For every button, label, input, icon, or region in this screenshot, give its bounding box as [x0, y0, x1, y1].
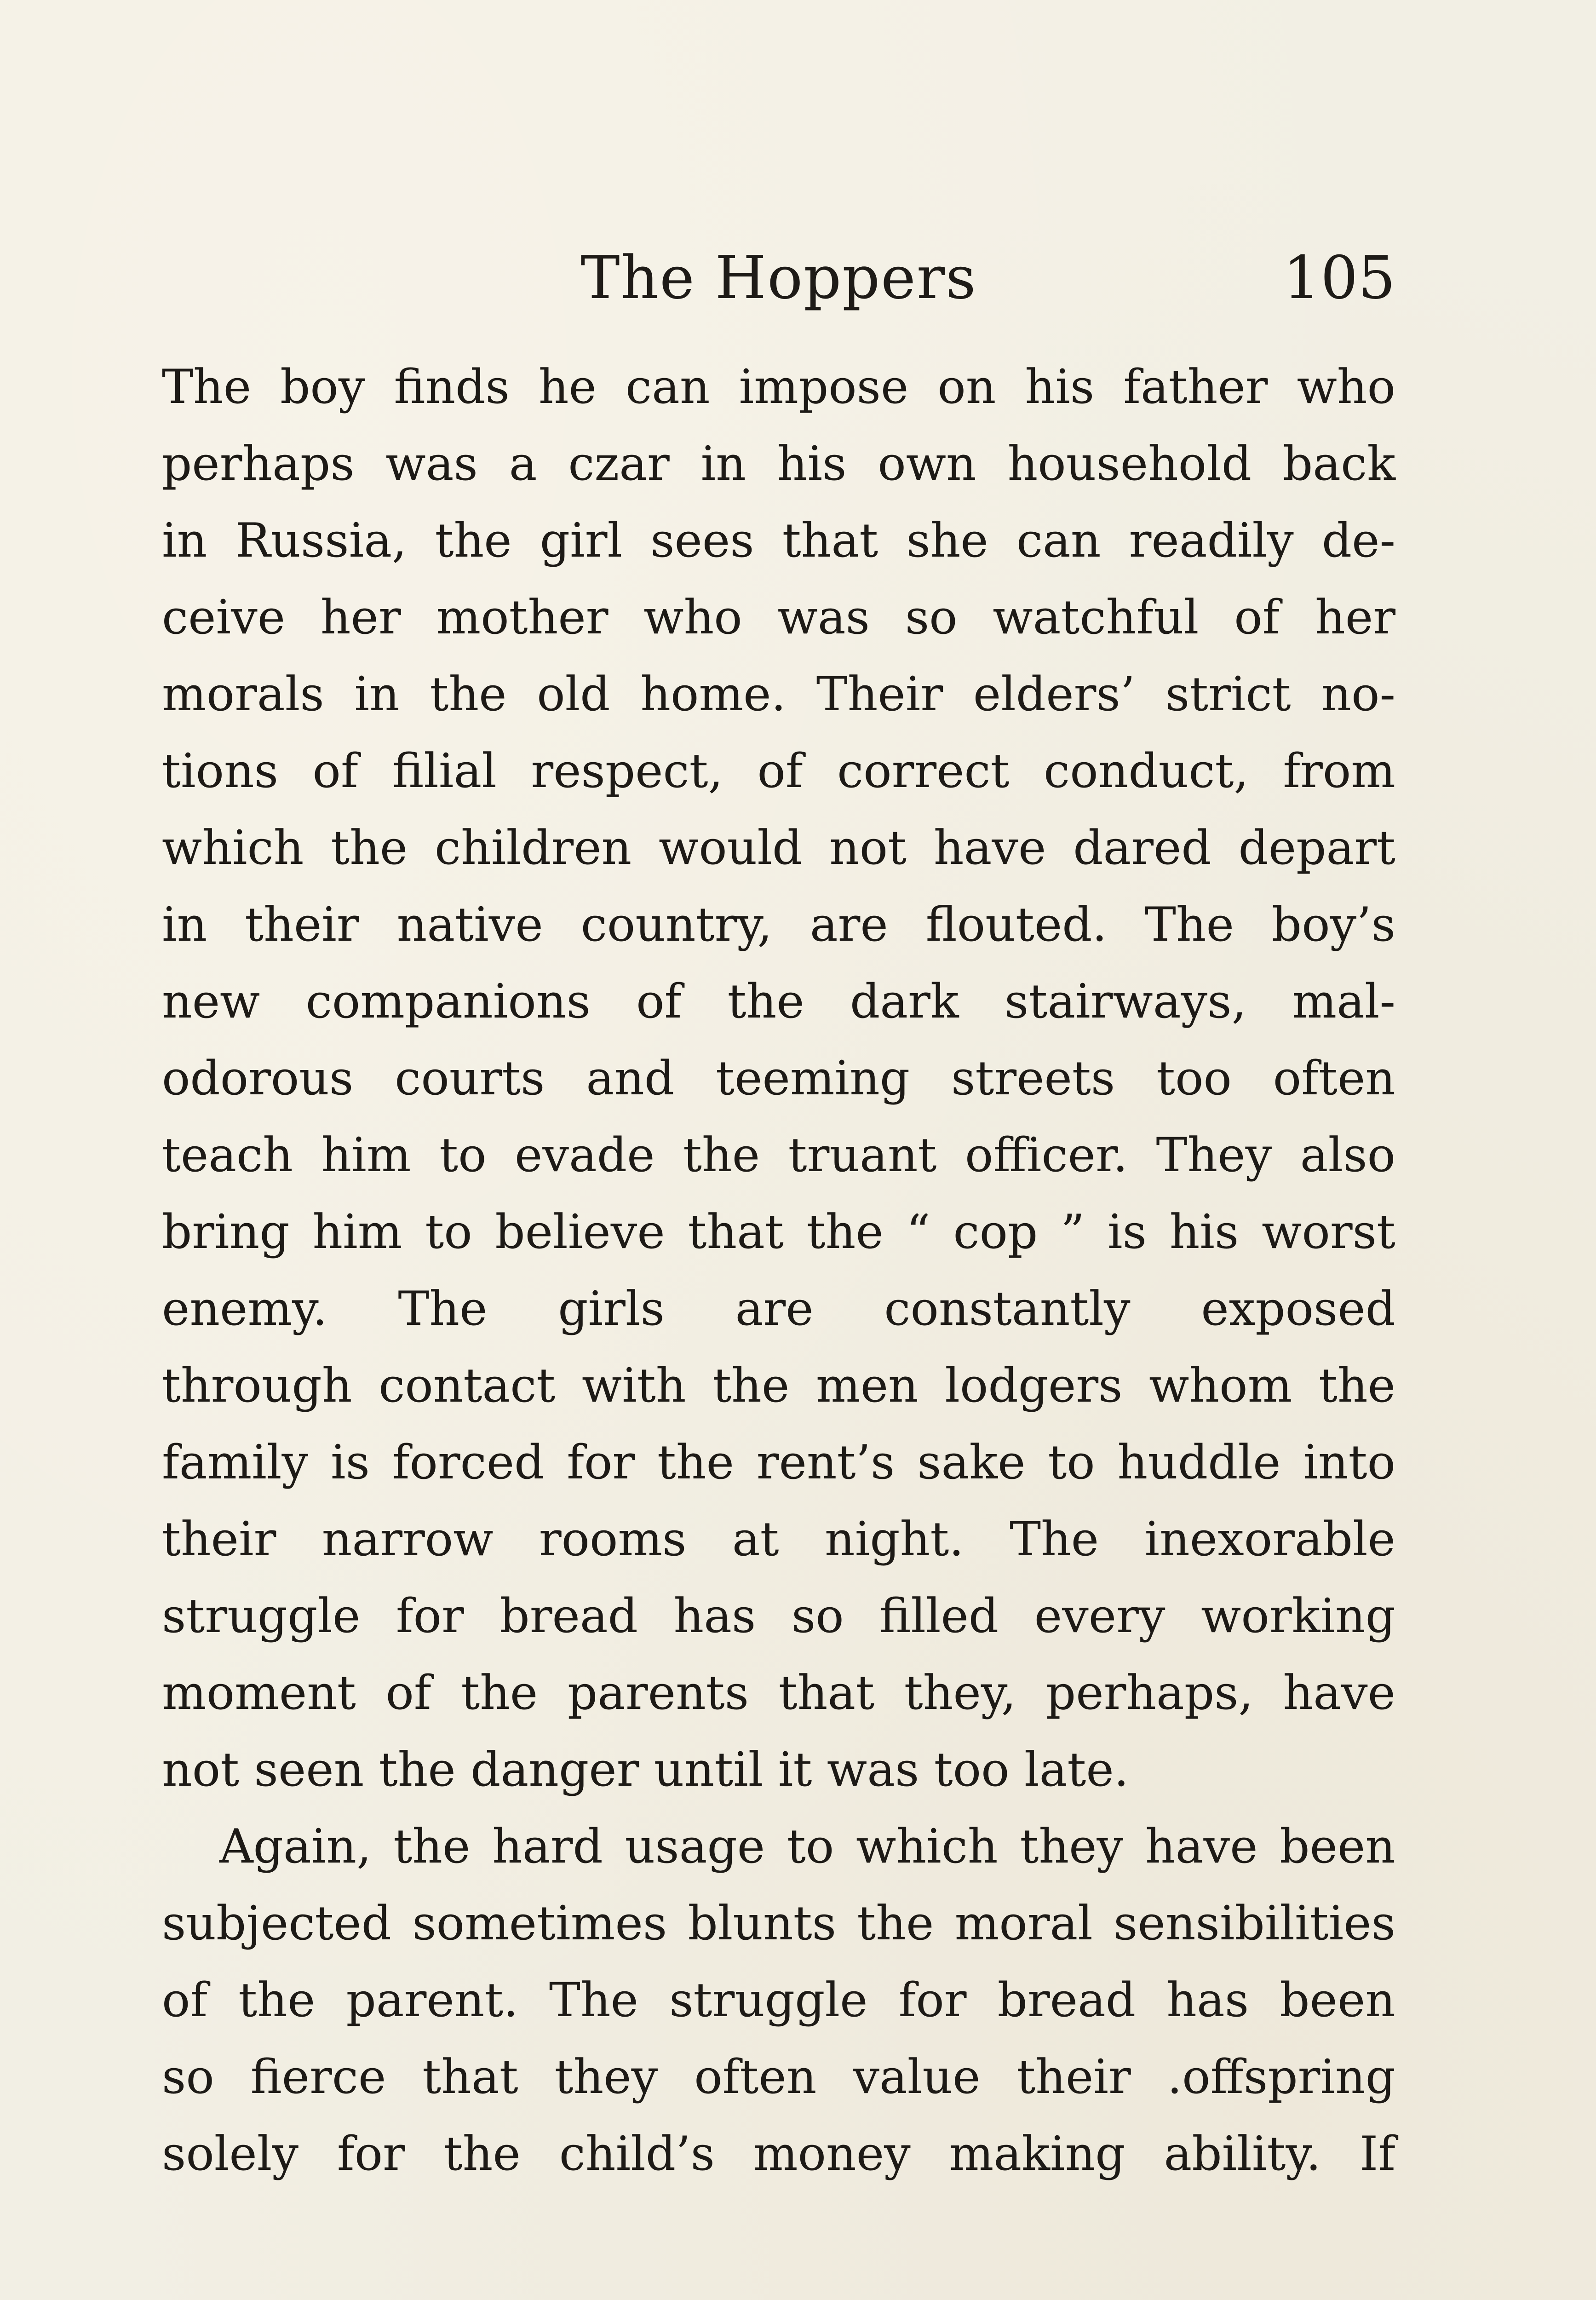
text-line: in their native country, are flouted. The boy’s — [162, 897, 1395, 952]
text-line: through contact with the men lodgers whom the — [162, 1358, 1395, 1413]
text-line: morals in the old home. Their elders’ strict no- — [162, 667, 1395, 722]
page-number: 105 — [1283, 244, 1395, 312]
text-line: The boy finds he can impose on his father who — [162, 360, 1395, 414]
paragraph-2 — [162, 1808, 1395, 2192]
running-title: The Hoppers — [580, 244, 977, 312]
text-line: subjected sometimes blunts the moral sensibilities — [162, 1896, 1395, 1951]
text-line: Again, the hard usage to which they have been — [219, 1819, 1395, 1874]
text-line: moment of the parents that they, perhaps, have — [162, 1666, 1395, 1720]
paragraph-1 — [162, 349, 1395, 1808]
text-line: not seen the danger until it was too late. — [162, 1742, 1129, 1797]
text-line: their narrow rooms at night. The inexorable — [162, 1512, 1395, 1567]
running-head — [162, 239, 1395, 322]
text-line: solely for the child’s money making ability. If — [162, 2127, 1395, 2181]
text-line: tions of filial respect, of correct conduct, from — [162, 744, 1395, 799]
text-line: teach him to evade the truant officer. They also — [162, 1128, 1395, 1183]
text-line: which the children would not have dared depart — [162, 821, 1395, 875]
text-line: family is forced for the rent’s sake to huddle into — [162, 1435, 1395, 1490]
text-line: enemy. The girls are constantly exposed — [162, 1282, 1395, 1336]
text-line: ceive her mother who was so watchful of her — [162, 590, 1395, 645]
text-line: in Russia, the girl sees that she can readily de- — [162, 513, 1395, 568]
text-line: so fierce that they often value their .offspring — [162, 2050, 1395, 2104]
text-line: of the parent. The struggle for bread has been — [162, 1973, 1395, 2028]
text-line: bring him to believe that the “ cop ” is his worst — [162, 1205, 1395, 1259]
text-line: odorous courts and teeming streets too often — [162, 1051, 1395, 1106]
text-line: perhaps was a czar in his own household back — [162, 437, 1395, 491]
text-line: new companions of the dark stairways, mal- — [162, 974, 1395, 1029]
body-text — [162, 349, 1395, 2192]
text-line: struggle for bread has so filled every working — [162, 1589, 1395, 1644]
